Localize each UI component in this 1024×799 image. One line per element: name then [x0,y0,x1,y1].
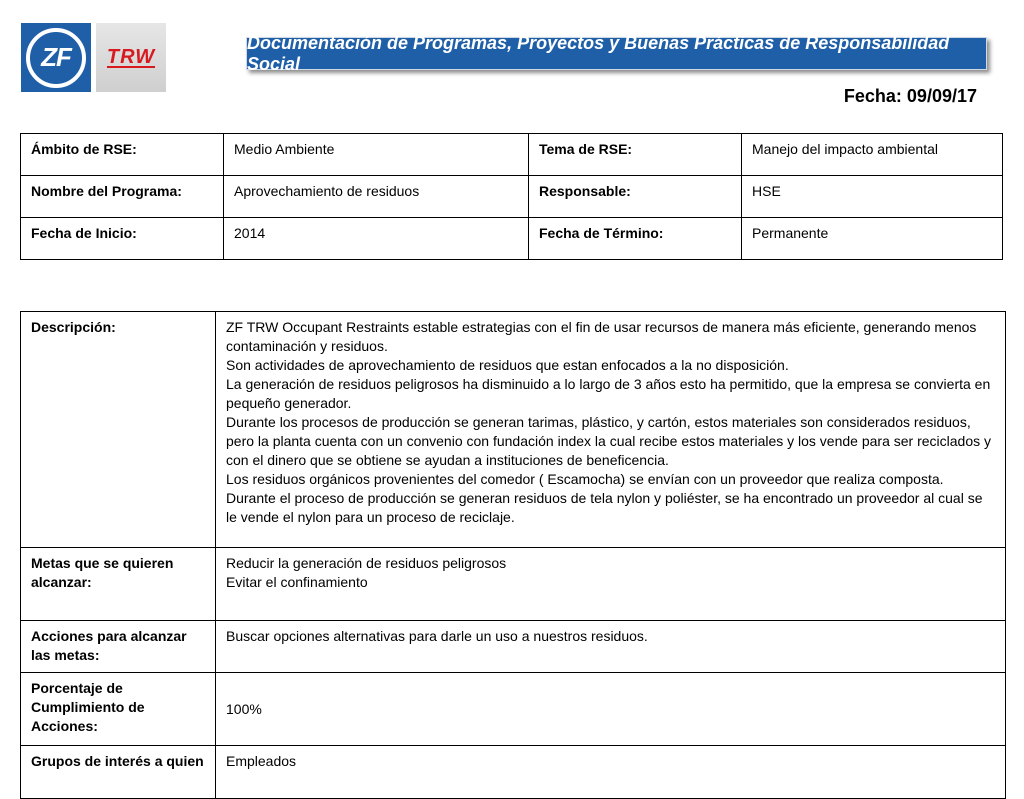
date-label: Fecha: [843,86,902,106]
inicio-label: Fecha de Inicio: [21,218,224,260]
grupos-value: Empleados [216,746,1006,799]
descripcion-line: Son actividades de aprovechamiento de residuos que estan enfocados a la no disposición. [226,357,789,373]
termino-value: Permanente [742,218,1003,260]
metas-line: Evitar el confinamiento [226,574,368,590]
trw-logo [96,23,166,92]
metas-value [216,548,1006,621]
summary-table [20,133,1003,260]
table-row [21,621,1006,673]
acciones-value: Buscar opciones alternativas para darle un uso a nuestros residuos. [216,621,1006,673]
ambito-value: Medio Ambiente [224,134,529,176]
descripcion-line: Durante los procesos de producción se generan tarimas, plástico, y cartón, estos materiales son considerados residuos, pero la planta cuenta con un convenio con fundación index la cual recibe estos materiales y los vende para ser reciclados y con el dinero que se obtiene se ayudan a instituciones de beneficencia. [226,414,992,468]
trw-logo-mark: TRW [106,45,156,68]
table-row [21,673,1006,746]
descripcion-line: ZF TRW Occupant Restraints estable estrategias con el fin de usar recursos de manera más eficiente, generando menos contaminación y residuos. [226,319,977,354]
programa-value: Aprovechamiento de residuos [224,176,529,218]
document-title-banner [246,32,987,74]
descripcion-line: Durante el proceso de producción se generan residuos de tela nylon y poliéster, se ha encontrado un proveedor al cual se le vende el nylon para un proceso de reciclaje. [226,490,983,525]
porcentaje-label: Porcentaje de Cumplimiento de Acciones: [21,673,216,746]
table-row [21,746,1006,799]
zf-logo [21,23,91,92]
tema-value: Manejo del impacto ambiental [742,134,1003,176]
zf-logo-mark: ZF [26,28,86,88]
metas-label: Metas que se quieren alcanzar: [21,548,216,621]
table-row [21,176,1003,218]
document-date [844,86,977,107]
date-value: 09/09/17 [906,86,977,106]
porcentaje-value: 100% [216,673,1006,746]
responsable-value: HSE [742,176,1003,218]
ambito-label: Ámbito de RSE: [21,134,224,176]
termino-label: Fecha de Término: [529,218,742,260]
descripcion-line: La generación de residuos peligrosos ha disminuido a lo largo de 3 años esto ha permitido, que la empresa se convierta en pequeño generador. [226,376,991,411]
descripcion-label: Descripción: [21,312,216,548]
details-table [20,311,1006,799]
descripcion-line: Los residuos orgánicos provenientes del comedor ( Escamocha) se envían con un proveedor que realiza composta. [226,471,944,487]
grupos-label: Grupos de interés a quien [21,746,216,799]
document-title: Documentación de Programas, Proyectos y Buenas Prácticas de Responsabilidad Social [247,32,950,74]
table-row [21,312,1006,548]
inicio-value: 2014 [224,218,529,260]
programa-label: Nombre del Programa: [21,176,224,218]
metas-line: Reducir la generación de residuos peligrosos [226,555,507,571]
descripcion-value [216,312,1006,548]
responsable-label: Responsable: [529,176,742,218]
table-row [21,548,1006,621]
acciones-label: Acciones para alcanzar las metas: [21,621,216,673]
table-row [21,218,1003,260]
table-row [21,134,1003,176]
tema-label: Tema de RSE: [529,134,742,176]
